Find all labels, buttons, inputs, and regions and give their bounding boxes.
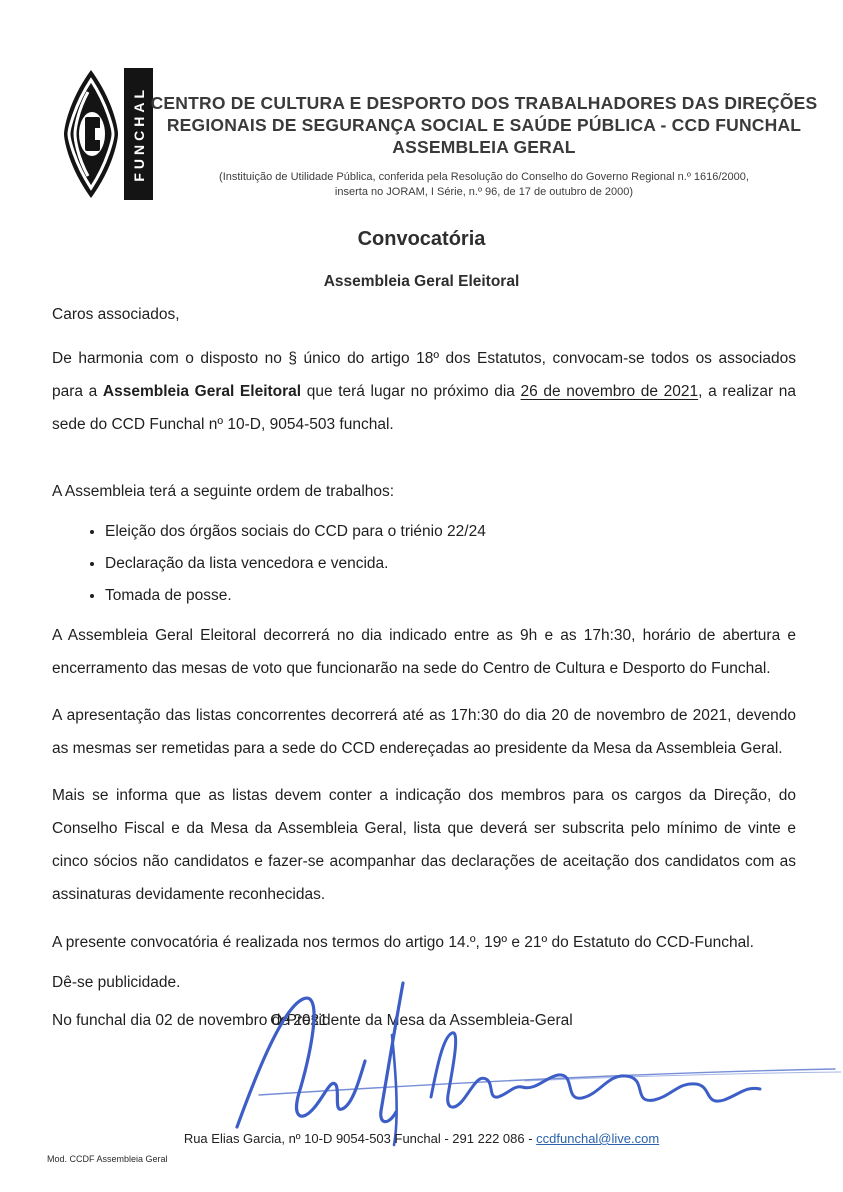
legal-note xyxy=(150,170,818,200)
org-title-line-3: ASSEMBLEIA GERAL xyxy=(392,137,576,157)
footer-address-text: Rua Elias Garcia, nº 10-D 9054-503 Funchal - 291 222 086 - xyxy=(183,1131,537,1146)
footer-address xyxy=(0,1131,843,1146)
paragraph-legal-basis: A presente convocatória é realizada nos termos do artigo 14.º, 19º e 21º do Estatuto do CCD-Funchal. xyxy=(52,934,754,951)
paragraph-convocation-text3: , a realizar na sede do CCD Funchal nº 10-D, 9054-503 funchal. xyxy=(52,383,796,433)
header xyxy=(150,92,818,200)
document-body xyxy=(52,306,796,1031)
paragraph-convocation-text1: De harmonia com o disposto no § único do artigo 18º dos Estatutos, convocam-se todos os associados para a xyxy=(52,350,796,400)
email-link[interactable]: ccdfunchal@live.com xyxy=(536,1131,660,1146)
page-subtitle: Assembleia Geral Eleitoral xyxy=(323,273,520,290)
org-title-line-1: CENTRO DE CULTURA E DESPORTO DOS TRABALHADORES DAS DIREÇÕES xyxy=(150,93,818,113)
form-code: Mod. CCDF Assembleia Geral xyxy=(47,1154,168,1164)
org-title xyxy=(150,92,818,158)
legal-note-line-2: inserta no JORAM, I Série, n.º 96, de 17 de outubro de 2000) xyxy=(334,186,634,198)
agenda-item: • Eleição dos órgãos sociais do CCD para o triénio 22/24 xyxy=(105,523,796,541)
paragraph-dateline: No funchal dia 02 de novembro de 2021 xyxy=(52,1012,328,1029)
signature-role: O Presidente da Mesa da Assembleia-Geral xyxy=(270,1012,573,1029)
paragraph-convocation-date: 26 de novembro de 2021 xyxy=(520,383,699,400)
paragraph-list-requirements: Mais se informa que as listas devem conter a indicação dos membros para os cargos da Direção, do Conselho Fiscal e da Mesa da Assembleia Geral, lista que deverá ser subscrita pelo mínimo de vinte e cinco sócios não candidatos e fazer-se acompanhar das declarações de aceitação dos candidatos com as assinaturas devidamente reconhecidas. xyxy=(52,787,796,903)
paragraph-convocation-bold: Assembleia Geral Eleitoral xyxy=(102,383,302,400)
legal-note-line-1: (Instituição de Utilidade Pública, conferida pela Resolução do Conselho do Governo Regional n.º 1616/2000, xyxy=(219,171,749,183)
paragraph-convocation-text2: que terá lugar no próximo dia xyxy=(301,383,521,400)
paragraph-publicity: Dê-se publicidade. xyxy=(52,974,181,991)
salutation: Caros associados, xyxy=(52,306,180,323)
page-title: Convocatória xyxy=(357,228,486,250)
org-title-line-2: REGIONAIS DE SEGURANÇA SOCIAL E SAÚDE PÚBLICA - CCD FUNCHAL xyxy=(166,115,802,135)
paragraph-list-submission: A apresentação das listas concorrentes decorrerá até as 17h:30 do dia 20 de novembro de 2021, devendo as mesmas ser remetidas para a sede do CCD endereçadas ao presidente da Mesa da Assembleia Geral. xyxy=(52,707,796,757)
agenda-item: • Declaração da lista vencedora e vencida. xyxy=(105,555,796,573)
logo-eye-icon xyxy=(58,68,124,200)
logo-funchal-text: FUNCHAL xyxy=(130,86,147,182)
ccd-funchal-logo xyxy=(58,68,154,200)
agenda-list xyxy=(52,523,796,605)
agenda-item: • Tomada de posse. xyxy=(105,587,796,605)
logo-funchal-bar xyxy=(124,68,153,200)
agenda-intro: A Assembleia terá a seguinte ordem de trabalhos: xyxy=(52,483,395,500)
paragraph-voting-hours: A Assembleia Geral Eleitoral decorrerá no dia indicado entre as 9h e as 17h:30, horário de abertura e encerramento das mesas de voto que funcionarão na sede do Centro de Cultura e Desporto do Funchal. xyxy=(52,627,796,677)
paragraph-convocation xyxy=(52,342,796,441)
